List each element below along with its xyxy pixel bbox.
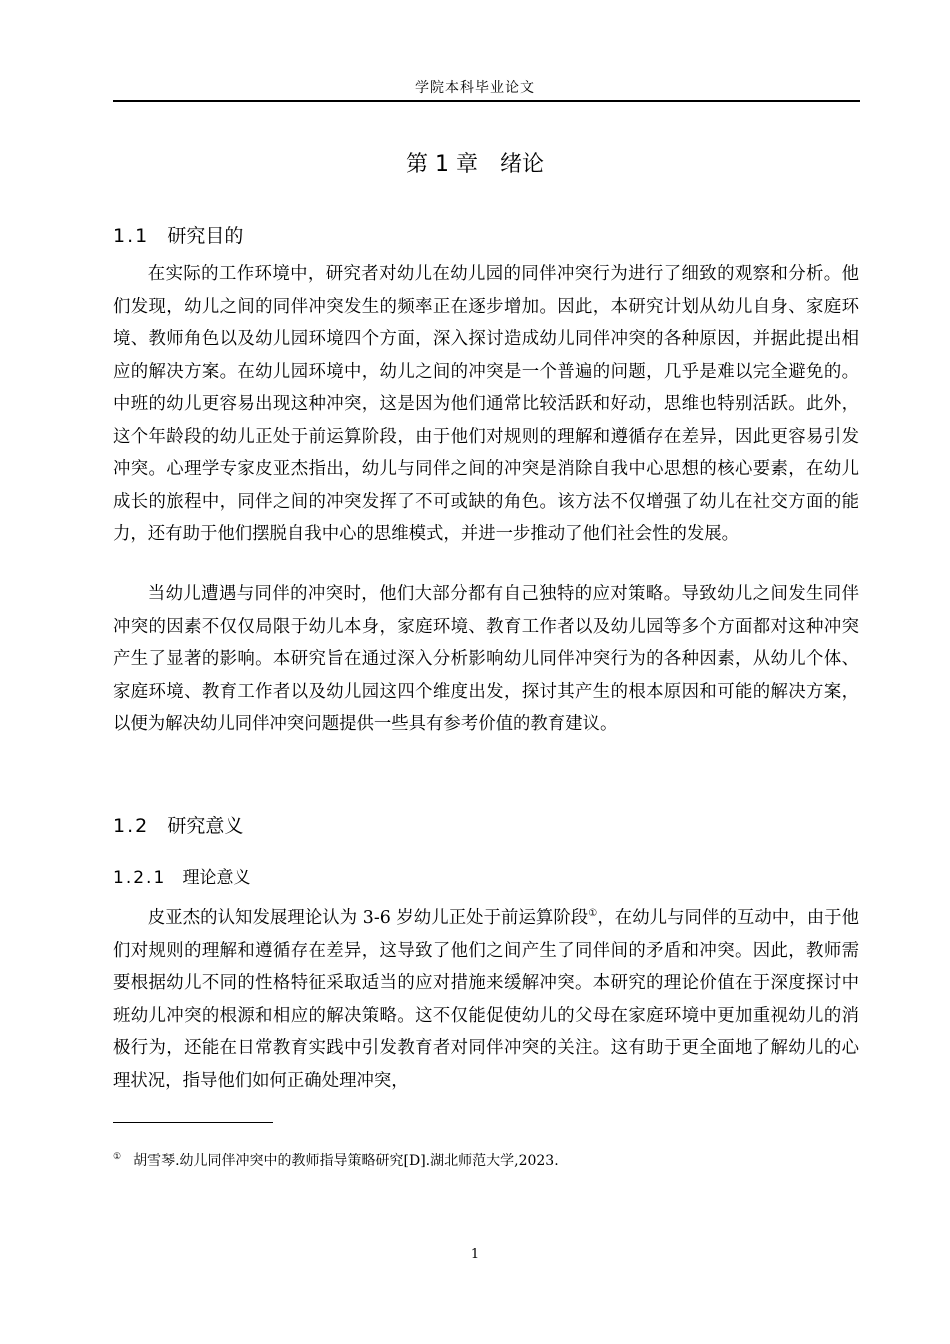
section-heading-1-2 — [113, 811, 243, 838]
footnote-text: 胡雪琴.幼儿同伴冲突中的教师指导策略研究[D].湖北师范大学,2023. — [133, 1153, 559, 1169]
footnote-reference[interactable]: ① — [588, 908, 598, 920]
subsection-title: 理论意义 — [182, 868, 251, 888]
section-number: 1.1 — [113, 225, 150, 247]
subsection-heading-1-2-1 — [113, 863, 250, 888]
footnote — [113, 1150, 559, 1170]
paragraph-text: ，在幼儿与同伴的互动中，由于他们对规则的理解和遵循存在差异，这导致了他们之间产生了同伴间的矛盾和冲突。因此，教师需要根据幼儿不同的性格特征采取适当的应对措施来缓解冲突。本研究的理论价值在于深度探讨中班幼儿冲突的根源和相应的解决策略。这不仅能促使幼儿的父母在家庭环境中更加重视幼儿的消极行为，还能在日常教育实践中引发教育者对同伴冲突的关注。这有助于更全面地了解幼儿的心理状况，指导他们如何正确处理冲突， — [113, 908, 859, 1091]
page-number: 1 — [470, 1247, 480, 1262]
section-title: 研究意义 — [167, 815, 244, 837]
chapter-title: 第 1 章 绪论 — [406, 152, 544, 177]
body-paragraph: 当幼儿遭遇与同伴的冲突时，他们大部分都有自己独特的应对策略。导致幼儿之间发生同伴冲突的因素不仅仅局限于幼儿本身，家庭环境、教育工作者以及幼儿园等多个方面都对这种冲突产生了显著的影响。本研究旨在通过深入分析影响幼儿同伴冲突行为的各种因素，从幼儿个体、家庭环境、教育工作者以及幼儿园这四个维度出发，探讨其产生的根本原因和可能的解决方案，以便为解决幼儿同伴冲突问题提供一些具有参考价值的教育建议。 — [113, 584, 859, 734]
running-header: 学院本科毕业论文 — [415, 80, 535, 96]
section-number: 1.2 — [113, 815, 150, 837]
section-heading-1-1 — [113, 221, 243, 248]
subsection-number: 1.2.1 — [113, 868, 167, 888]
paragraph-text: 皮亚杰的认知发展理论认为 3-6 岁幼儿正处于前运算阶段 — [147, 908, 589, 928]
body-paragraph — [113, 902, 859, 1097]
body-paragraph: 在实际的工作环境中，研究者对幼儿在幼儿园的同伴冲突行为进行了细致的观察和分析。他们发现，幼儿之间的同伴冲突发生的频率正在逐步增加。因此，本研究计划从幼儿自身、家庭环境、教师角色以及幼儿园环境四个方面，深入探讨造成幼儿同伴冲突的各种原因，并据此提出相应的解决方案。在幼儿园环境中，幼儿之间的冲突是一个普遍的问题，几乎是难以完全避免的。中班的幼儿更容易出现这种冲突，这是因为他们通常比较活跃和好动，思维也特别活跃。此外，这个年龄段的幼儿正处于前运算阶段，由于他们对规则的理解和遵循存在差异，因此更容易引发冲突。心理学专家皮亚杰指出，幼儿与同伴之间的冲突是消除自我中心思想的核心要素，在幼儿成长的旅程中，同伴之间的冲突发挥了不可或缺的角色。该方法不仅增强了幼儿在社交方面的能力，还有助于他们摆脱自我中心的思维模式，并进一步推动了他们社会性的发展。 — [113, 264, 859, 544]
footnote-separator — [113, 1122, 273, 1123]
header-rule — [113, 100, 860, 102]
footnote-mark: ① — [113, 1152, 122, 1163]
section-title: 研究目的 — [167, 225, 244, 247]
